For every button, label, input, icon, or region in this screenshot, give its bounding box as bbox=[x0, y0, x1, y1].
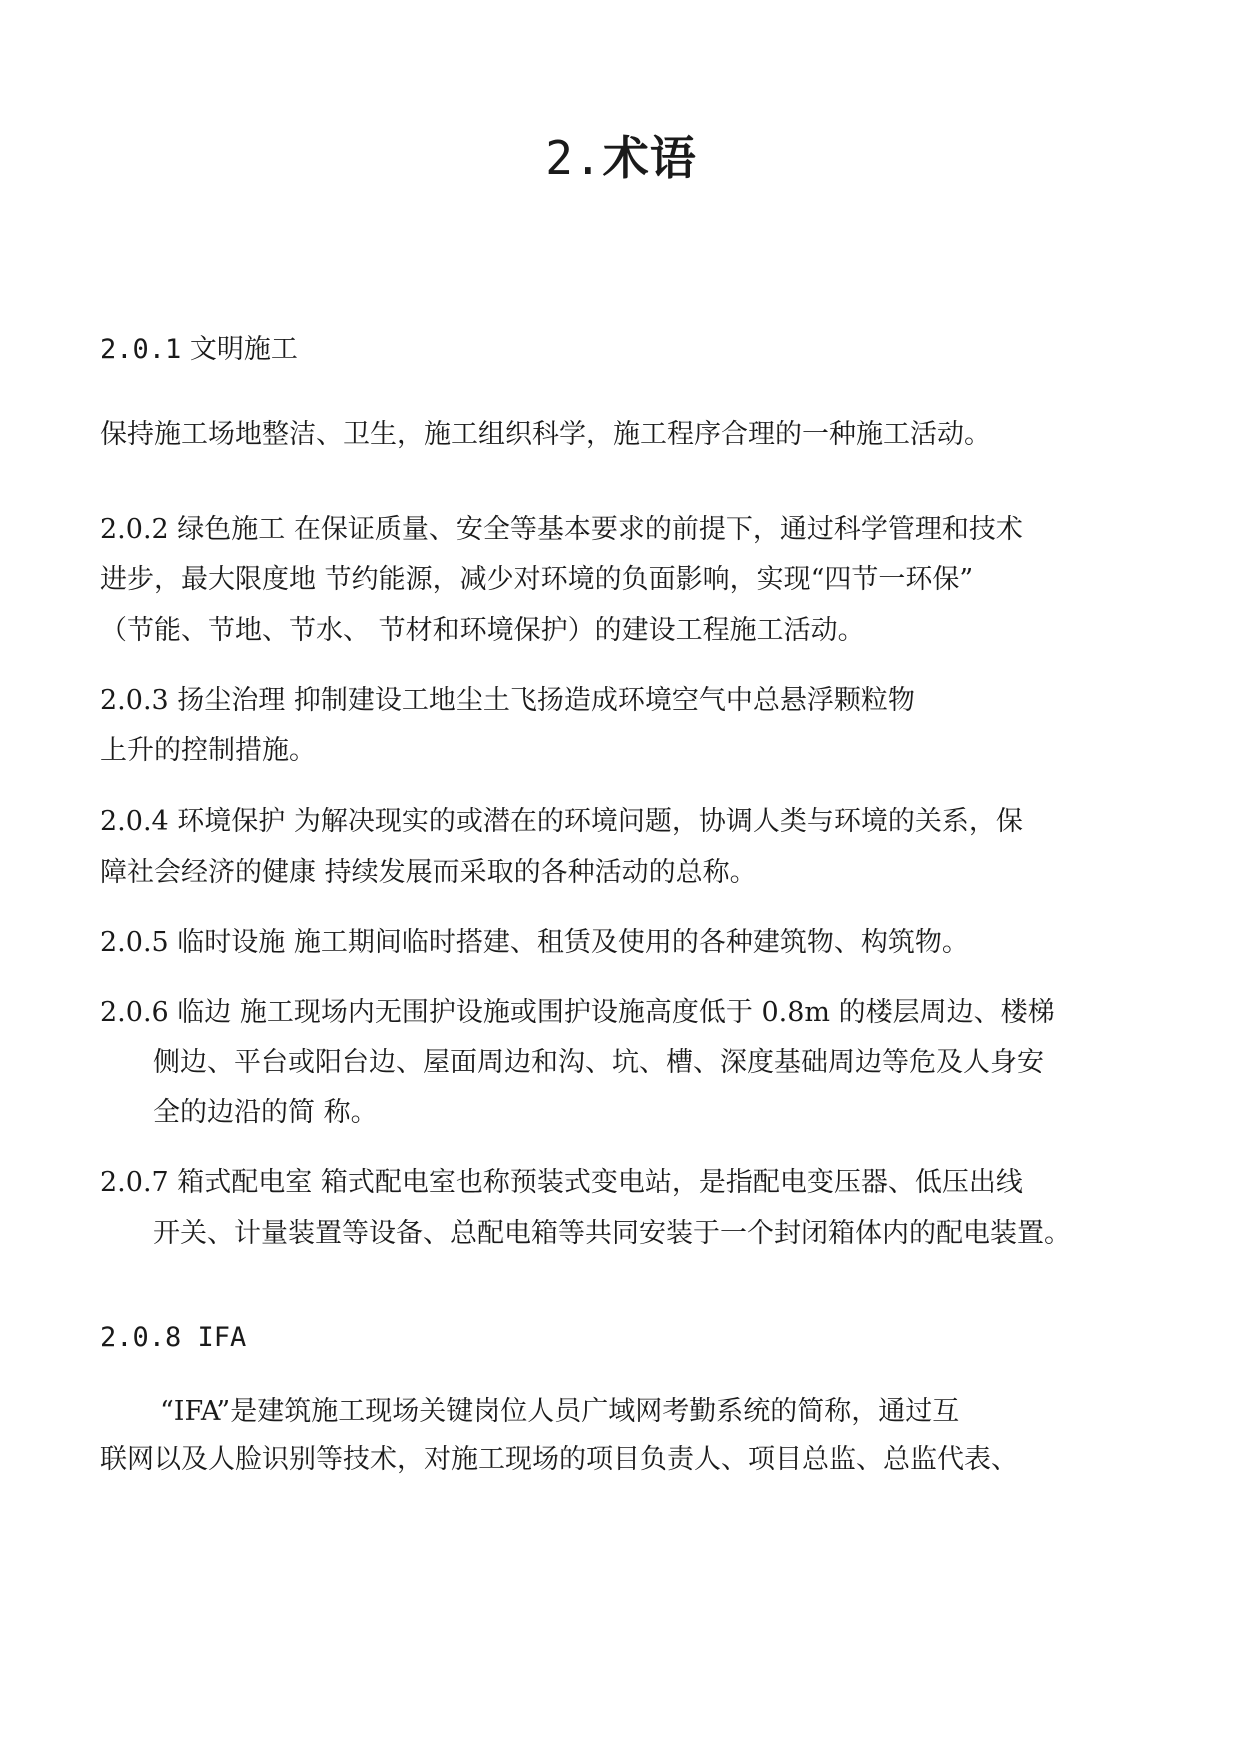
section-206-line: 2.0.6 临边 施工现场内无围护设施或围护设施高度低于 0.8m 的楼层周边、楼梯 bbox=[100, 997, 1055, 1028]
section-207-line: 开关、计量装置等设备、总配电箱等共同安装于一个封闭箱体内的配电装置。 bbox=[153, 1218, 1071, 1249]
section-203-line: 2.0.3 扬尘治理 抑制建设工地尘土飞扬造成环境空气中总悬浮颗粒物 bbox=[100, 685, 915, 716]
section-201-number: 2.0.1 bbox=[100, 334, 182, 365]
title-number: 2. bbox=[545, 131, 603, 185]
section-202-line: 2.0.2 绿色施工 在保证质量、安全等基本要求的前提下，通过科学管理和技术 bbox=[100, 514, 1023, 545]
section-208-line: 联网以及人脸识别等技术，对施工现场的项目负责人、项目总监、总监代表、 bbox=[100, 1444, 1018, 1475]
section-203-line: 上升的控制措施。 bbox=[100, 735, 316, 766]
section-201-term: 文明施工 bbox=[189, 334, 298, 365]
section-208-heading: 2.0.8 IFA bbox=[100, 1322, 247, 1353]
section-202-line: （节能、节地、节水、 节材和环境保护）的建设工程施工活动。 bbox=[100, 615, 865, 646]
section-201-heading bbox=[100, 330, 298, 370]
section-204-line: 2.0.4 环境保护 为解决现实的或潜在的环境问题，协调人类与环境的关系，保 bbox=[100, 806, 1023, 837]
section-208-line: “IFA”是建筑施工现场关键岗位人员广域网考勤系统的简称，通过互 bbox=[160, 1396, 960, 1427]
section-206-line: 侧边、平台或阳台边、屋面周边和沟、坑、槽、深度基础周边等危及人身安 bbox=[153, 1047, 1044, 1078]
section-202-line: 进步，最大限度地 节约能源，减少对环境的负面影响，实现“四节一环保” bbox=[100, 564, 974, 595]
title-word: 术语 bbox=[602, 131, 697, 185]
section-204-line: 障社会经济的健康 持续发展而采取的各种活动的总称。 bbox=[100, 857, 757, 888]
section-201-body: 保持施工场地整洁、卫生，施工组织科学，施工程序合理的一种施工活动。 bbox=[100, 419, 991, 450]
section-207-line: 2.0.7 箱式配电室 箱式配电室也称预装式变电站，是指配电变压器、低压出线 bbox=[100, 1167, 1023, 1198]
section-206-line: 全的边沿的简 称。 bbox=[153, 1097, 378, 1128]
section-205-line: 2.0.5 临时设施 施工期间临时搭建、租赁及使用的各种建筑物、构筑物。 bbox=[100, 927, 969, 958]
page-title bbox=[0, 128, 1242, 188]
